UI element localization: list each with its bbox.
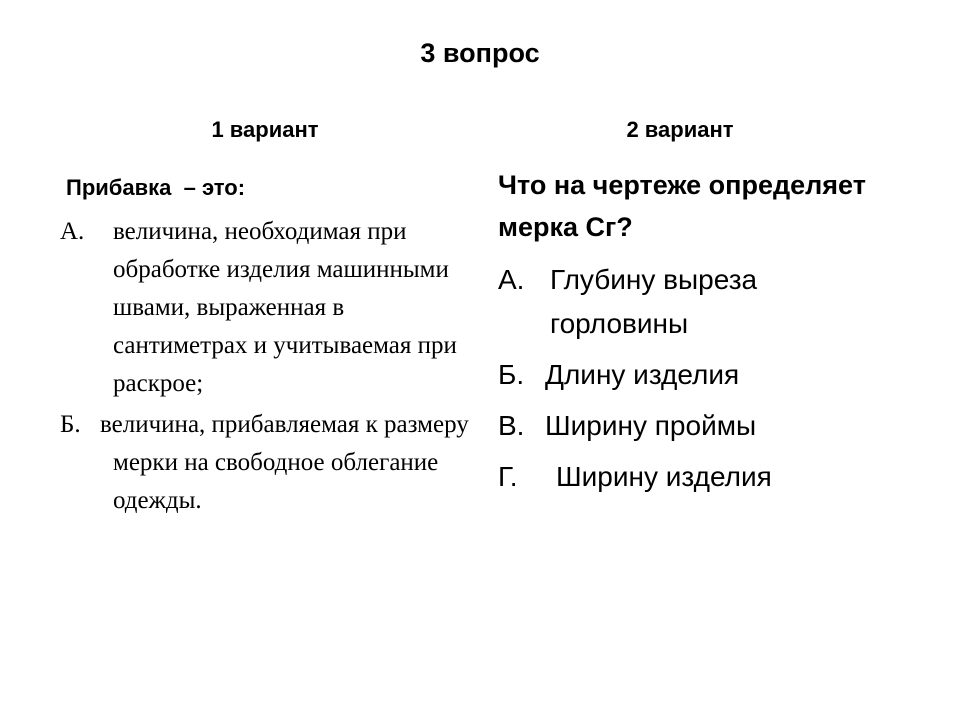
variant-2-option-c	[498, 404, 918, 448]
option-letter: А.	[60, 218, 85, 245]
variant-1-heading: 1 вариант	[211, 117, 319, 142]
variant-1-option-a	[60, 213, 470, 403]
option-text: Глубину выреза горловины	[550, 264, 758, 339]
variant-2-option-d	[498, 455, 918, 499]
variant-1-option-b	[60, 406, 470, 520]
option-text: величина, необходимая при обработке изделия машинными швами, выраженная в сантиметрах и учитываемая при раскрое;	[113, 218, 457, 397]
variant-1-answer-list	[60, 213, 470, 520]
slide-title: 3 вопрос	[420, 38, 540, 68]
option-text: Длину изделия	[545, 359, 740, 390]
option-text: Ширину изделия	[556, 461, 772, 492]
option-text: величина, прибавляемая к размеру мерки на свободное облегание одежды.	[100, 411, 469, 514]
option-letter: Б.	[60, 411, 81, 438]
variant-2-option-b	[498, 353, 918, 397]
variant-2-answer-list	[498, 258, 918, 506]
variant-2-question: Что на чертеже определяет мерка Сг?	[498, 170, 866, 242]
option-text: Ширину проймы	[545, 410, 757, 441]
variant-2-heading: 2 вариант	[626, 117, 734, 142]
option-letter: Б.	[498, 359, 525, 390]
option-letter: В.	[498, 410, 525, 441]
variant-1-question: Прибавка – это:	[66, 175, 246, 200]
variant-2-option-a	[498, 258, 918, 346]
option-letter: А.	[498, 264, 525, 295]
option-letter: Г.	[498, 461, 518, 492]
